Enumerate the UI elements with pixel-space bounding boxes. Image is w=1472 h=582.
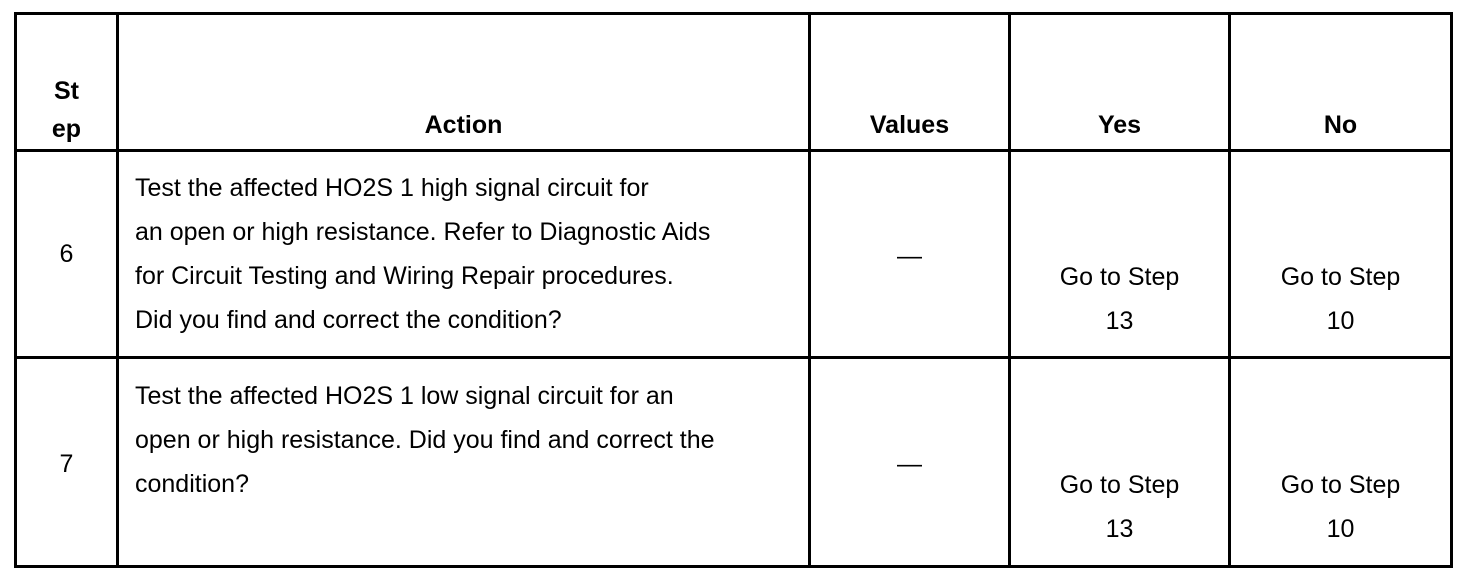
row-6-no-label: Go to Step xyxy=(1280,263,1401,291)
row-divider xyxy=(14,356,1453,359)
row-6-no-step: 10 xyxy=(1326,307,1355,335)
row-6-yes-label: Go to Step xyxy=(1059,263,1180,291)
header-step-line1: St xyxy=(54,77,79,105)
table-border-right xyxy=(1450,12,1453,568)
row-6-action-line: an open or high resistance. Refer to Diagnostic Aids xyxy=(135,218,711,246)
row-7-action-line: condition? xyxy=(135,470,249,498)
header-action: Action xyxy=(424,111,503,139)
row-7-no-label: Go to Step xyxy=(1280,471,1401,499)
row-7-value: — xyxy=(897,450,922,478)
row-7-action-line: open or high resistance. Did you find and correct the xyxy=(135,426,715,454)
row-6-step: 6 xyxy=(59,240,74,268)
row-6-yes-step: 13 xyxy=(1105,307,1134,335)
header-yes: Yes xyxy=(1097,111,1142,139)
row-7-no xyxy=(1231,463,1450,551)
row-6-value: — xyxy=(897,242,922,270)
row-7-yes-step: 13 xyxy=(1105,515,1134,543)
row-7-action xyxy=(135,374,805,506)
table-border-top xyxy=(14,12,1453,15)
header-values: Values xyxy=(869,111,950,139)
header-divider xyxy=(14,149,1453,152)
row-7-yes xyxy=(1011,463,1228,551)
header-step-line2: ep xyxy=(51,115,82,143)
row-6-yes xyxy=(1011,255,1228,343)
row-6-action-line: Test the affected HO2S 1 high signal circuit for xyxy=(135,174,649,202)
row-6-action-line: for Circuit Testing and Wiring Repair procedures. xyxy=(135,262,674,290)
row-6-action xyxy=(135,166,805,342)
header-step xyxy=(17,72,116,148)
column-divider-step xyxy=(116,12,119,568)
row-7-no-step: 10 xyxy=(1326,515,1355,543)
row-7-yes-label: Go to Step xyxy=(1059,471,1180,499)
row-6-action-line: Did you find and correct the condition? xyxy=(135,306,562,334)
row-7-step: 7 xyxy=(59,450,74,478)
header-no: No xyxy=(1323,111,1358,139)
diagnostic-table xyxy=(14,12,1453,568)
row-6-no xyxy=(1231,255,1450,343)
table-border-bottom xyxy=(14,565,1453,568)
row-7-action-line: Test the affected HO2S 1 low signal circuit for an xyxy=(135,382,674,410)
